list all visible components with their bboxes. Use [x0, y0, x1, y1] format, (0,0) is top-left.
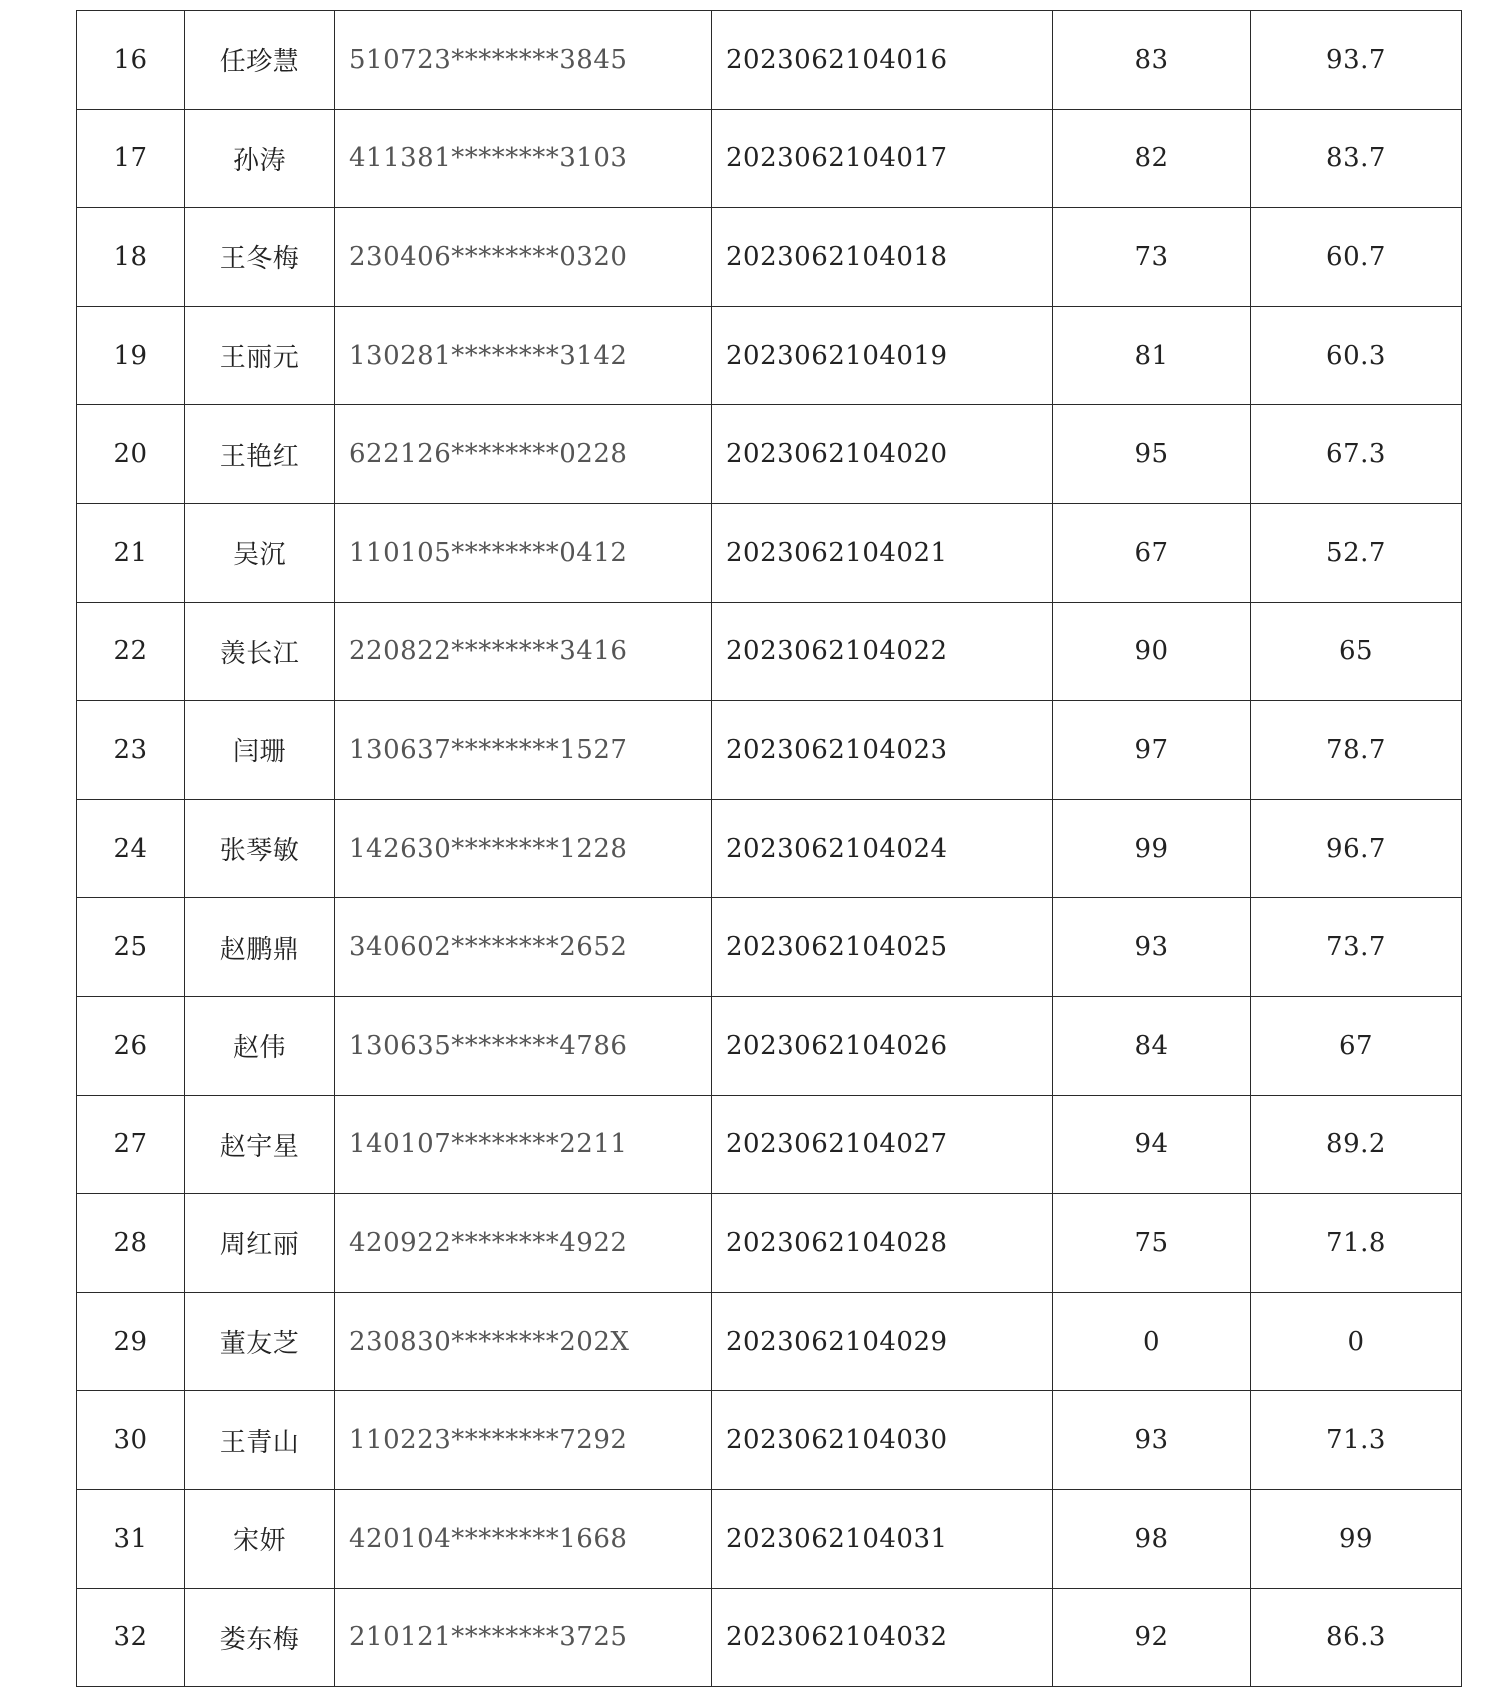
- score-second: 60.3: [1251, 306, 1462, 405]
- score-second: 60.7: [1251, 208, 1462, 307]
- row-number: 20: [77, 405, 185, 504]
- score-second: 67: [1251, 996, 1462, 1095]
- candidate-name: 任珍慧: [185, 11, 335, 110]
- row-number: 19: [77, 306, 185, 405]
- score-table-body: [77, 11, 1462, 1687]
- table-row: [77, 701, 1462, 800]
- candidate-name: 王冬梅: [185, 208, 335, 307]
- score-written: 98: [1053, 1489, 1251, 1588]
- score-second: 93.7: [1251, 11, 1462, 110]
- score-second: 67.3: [1251, 405, 1462, 504]
- score-written: 67: [1053, 503, 1251, 602]
- score-written: 93: [1053, 1391, 1251, 1490]
- score-second: 71.3: [1251, 1391, 1462, 1490]
- score-second: 96.7: [1251, 799, 1462, 898]
- candidate-name: 赵宇星: [185, 1095, 335, 1194]
- score-written: 97: [1053, 701, 1251, 800]
- id-number: 130281********3142: [335, 306, 712, 405]
- ticket-number: 2023062104027: [712, 1095, 1053, 1194]
- score-second: 71.8: [1251, 1194, 1462, 1293]
- row-number: 30: [77, 1391, 185, 1490]
- ticket-number: 2023062104029: [712, 1292, 1053, 1391]
- score-written: 82: [1053, 109, 1251, 208]
- score-written: 75: [1053, 1194, 1251, 1293]
- ticket-number: 2023062104026: [712, 996, 1053, 1095]
- candidate-name: 孙涛: [185, 109, 335, 208]
- table-row: [77, 503, 1462, 602]
- score-second: 99: [1251, 1489, 1462, 1588]
- score-second: 52.7: [1251, 503, 1462, 602]
- score-written: 73: [1053, 208, 1251, 307]
- score-written: 0: [1053, 1292, 1251, 1391]
- score-written: 99: [1053, 799, 1251, 898]
- row-number: 29: [77, 1292, 185, 1391]
- table-row: [77, 996, 1462, 1095]
- score-written: 92: [1053, 1588, 1251, 1687]
- id-number: 420104********1668: [335, 1489, 712, 1588]
- id-number: 130637********1527: [335, 701, 712, 800]
- ticket-number: 2023062104018: [712, 208, 1053, 307]
- id-number: 510723********3845: [335, 11, 712, 110]
- table-row: [77, 602, 1462, 701]
- row-number: 27: [77, 1095, 185, 1194]
- score-written: 90: [1053, 602, 1251, 701]
- row-number: 32: [77, 1588, 185, 1687]
- table-row: [77, 1588, 1462, 1687]
- id-number: 220822********3416: [335, 602, 712, 701]
- table-row: [77, 898, 1462, 997]
- candidate-name: 周红丽: [185, 1194, 335, 1293]
- id-number: 411381********3103: [335, 109, 712, 208]
- table-row: [77, 1292, 1462, 1391]
- candidate-name: 赵鹏鼎: [185, 898, 335, 997]
- ticket-number: 2023062104021: [712, 503, 1053, 602]
- candidate-name: 王丽元: [185, 306, 335, 405]
- row-number: 23: [77, 701, 185, 800]
- score-table: [76, 10, 1462, 1687]
- id-number: 130635********4786: [335, 996, 712, 1095]
- score-second: 89.2: [1251, 1095, 1462, 1194]
- table-row: [77, 109, 1462, 208]
- ticket-number: 2023062104019: [712, 306, 1053, 405]
- score-second: 86.3: [1251, 1588, 1462, 1687]
- candidate-name: 赵伟: [185, 996, 335, 1095]
- ticket-number: 2023062104025: [712, 898, 1053, 997]
- candidate-name: 王艳红: [185, 405, 335, 504]
- score-written: 83: [1053, 11, 1251, 110]
- row-number: 31: [77, 1489, 185, 1588]
- row-number: 22: [77, 602, 185, 701]
- score-written: 94: [1053, 1095, 1251, 1194]
- id-number: 210121********3725: [335, 1588, 712, 1687]
- id-number: 142630********1228: [335, 799, 712, 898]
- ticket-number: 2023062104016: [712, 11, 1053, 110]
- id-number: 230406********0320: [335, 208, 712, 307]
- row-number: 16: [77, 11, 185, 110]
- table-row: [77, 306, 1462, 405]
- table-row: [77, 1194, 1462, 1293]
- id-number: 230830********202X: [335, 1292, 712, 1391]
- score-written: 84: [1053, 996, 1251, 1095]
- table-row: [77, 208, 1462, 307]
- score-second: 73.7: [1251, 898, 1462, 997]
- candidate-name: 王青山: [185, 1391, 335, 1490]
- id-number: 420922********4922: [335, 1194, 712, 1293]
- ticket-number: 2023062104022: [712, 602, 1053, 701]
- table-row: [77, 1391, 1462, 1490]
- table-row: [77, 1489, 1462, 1588]
- id-number: 110223********7292: [335, 1391, 712, 1490]
- id-number: 622126********0228: [335, 405, 712, 504]
- candidate-name: 董友芝: [185, 1292, 335, 1391]
- score-written: 81: [1053, 306, 1251, 405]
- ticket-number: 2023062104030: [712, 1391, 1053, 1490]
- candidate-name: 羡长江: [185, 602, 335, 701]
- ticket-number: 2023062104031: [712, 1489, 1053, 1588]
- row-number: 28: [77, 1194, 185, 1293]
- ticket-number: 2023062104024: [712, 799, 1053, 898]
- score-written: 93: [1053, 898, 1251, 997]
- row-number: 25: [77, 898, 185, 997]
- candidate-name: 吴沉: [185, 503, 335, 602]
- score-second: 83.7: [1251, 109, 1462, 208]
- ticket-number: 2023062104017: [712, 109, 1053, 208]
- score-written: 95: [1053, 405, 1251, 504]
- table-row: [77, 799, 1462, 898]
- score-second: 65: [1251, 602, 1462, 701]
- table-row: [77, 405, 1462, 504]
- candidate-name: 闫珊: [185, 701, 335, 800]
- row-number: 26: [77, 996, 185, 1095]
- ticket-number: 2023062104032: [712, 1588, 1053, 1687]
- candidate-name: 张琴敏: [185, 799, 335, 898]
- id-number: 340602********2652: [335, 898, 712, 997]
- row-number: 18: [77, 208, 185, 307]
- row-number: 24: [77, 799, 185, 898]
- ticket-number: 2023062104023: [712, 701, 1053, 800]
- ticket-number: 2023062104028: [712, 1194, 1053, 1293]
- candidate-name: 宋妍: [185, 1489, 335, 1588]
- ticket-number: 2023062104020: [712, 405, 1053, 504]
- id-number: 140107********2211: [335, 1095, 712, 1194]
- table-row: [77, 1095, 1462, 1194]
- score-second: 0: [1251, 1292, 1462, 1391]
- id-number: 110105********0412: [335, 503, 712, 602]
- table-row: [77, 11, 1462, 110]
- candidate-name: 娄东梅: [185, 1588, 335, 1687]
- score-second: 78.7: [1251, 701, 1462, 800]
- row-number: 17: [77, 109, 185, 208]
- row-number: 21: [77, 503, 185, 602]
